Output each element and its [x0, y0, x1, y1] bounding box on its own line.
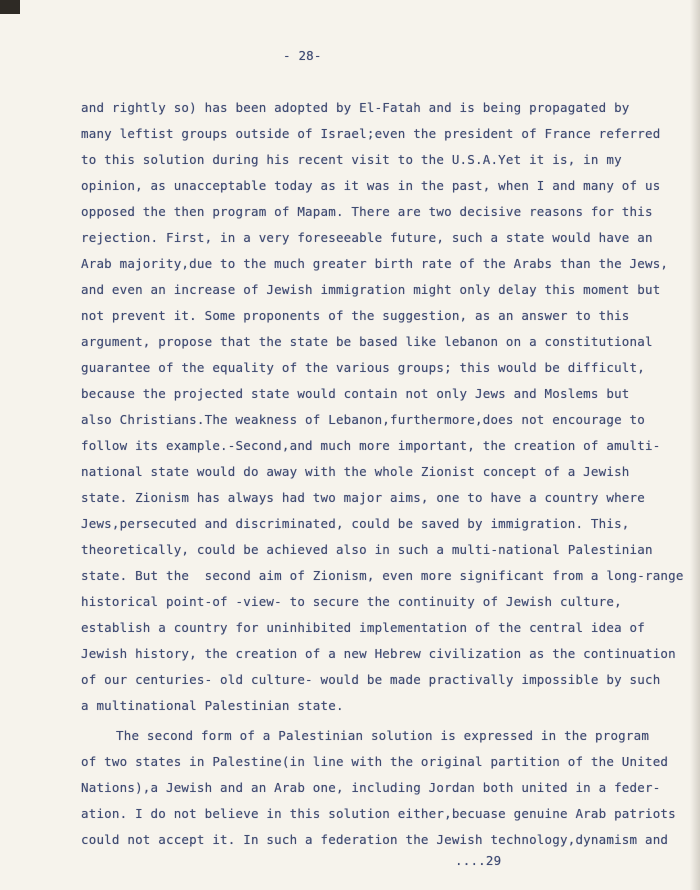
text-line: and even an increase of Jewish immigration might only delay this moment but	[81, 282, 661, 297]
text-line: Jews,persecuted and discriminated, could be saved by immigration. This,	[81, 516, 630, 531]
paragraph-start-line: The second form of a Palestinian solution is expressed in the program	[116, 728, 650, 743]
text-line: Arab majority,due to the much greater birth rate of the Arabs than the Jews,	[81, 256, 669, 271]
text-line: of our centuries- old culture- would be made practivally impossible by such	[81, 672, 661, 687]
text-line: many leftist groups outside of Israel;even the president of France referred	[81, 126, 661, 141]
page-number: - 28-	[283, 48, 322, 63]
text-line: state. But the second aim of Zionism, even more significant from a long-range	[81, 568, 684, 583]
text-line: not prevent it. Some proponents of the suggestion, as an answer to this	[81, 308, 630, 323]
text-line: Nations),a Jewish and an Arab one, including Jordan both united in a feder-	[81, 780, 661, 795]
text-line: argument, propose that the state be based like lebanon on a constitutional	[81, 334, 653, 349]
text-line: opinion, as unacceptable today as it was in the past, when I and many of us	[81, 178, 661, 193]
text-line: theoretically, could be achieved also in such a multi-national Palestinian	[81, 542, 653, 557]
text-line: guarantee of the equality of the various groups; this would be difficult,	[81, 360, 645, 375]
continuation-marker: ....29	[455, 853, 502, 868]
text-line: ation. I do not believe in this solution either,becuase genuine Arab patriots	[81, 806, 676, 821]
corner-mark	[0, 0, 20, 14]
text-line: Jewish history, the creation of a new Hebrew civilization as the continuation	[81, 646, 676, 661]
text-line: because the projected state would contain not only Jews and Moslems but	[81, 386, 630, 401]
text-line: could not accept it. In such a federation the Jewish technology,dynamism and	[81, 832, 669, 847]
text-line: to this solution during his recent visit to the U.S.A.Yet it is, in my	[81, 152, 622, 167]
text-line: follow its example.-Second,and much more important, the creation of amulti-	[81, 438, 661, 453]
page-edge-shadow	[690, 0, 700, 890]
text-line: of two states in Palestine(in line with the original partition of the United	[81, 754, 669, 769]
text-line: also Christians.The weakness of Lebanon,furthermore,does not encourage to	[81, 412, 645, 427]
text-line: historical point-of -view- to secure the continuity of Jewish culture,	[81, 594, 622, 609]
text-line: rejection. First, in a very foreseeable future, such a state would have an	[81, 230, 653, 245]
text-line: and rightly so) has been adopted by El-Fatah and is being propagated by	[81, 100, 630, 115]
text-line: a multinational Palestinian state.	[81, 698, 344, 713]
text-line: opposed the then program of Mapam. There are two decisive reasons for this	[81, 204, 653, 219]
text-line: establish a country for uninhibited implementation of the central idea of	[81, 620, 645, 635]
text-line: national state would do away with the whole Zionist concept of a Jewish	[81, 464, 630, 479]
text-line: state. Zionism has always had two major aims, one to have a country where	[81, 490, 645, 505]
